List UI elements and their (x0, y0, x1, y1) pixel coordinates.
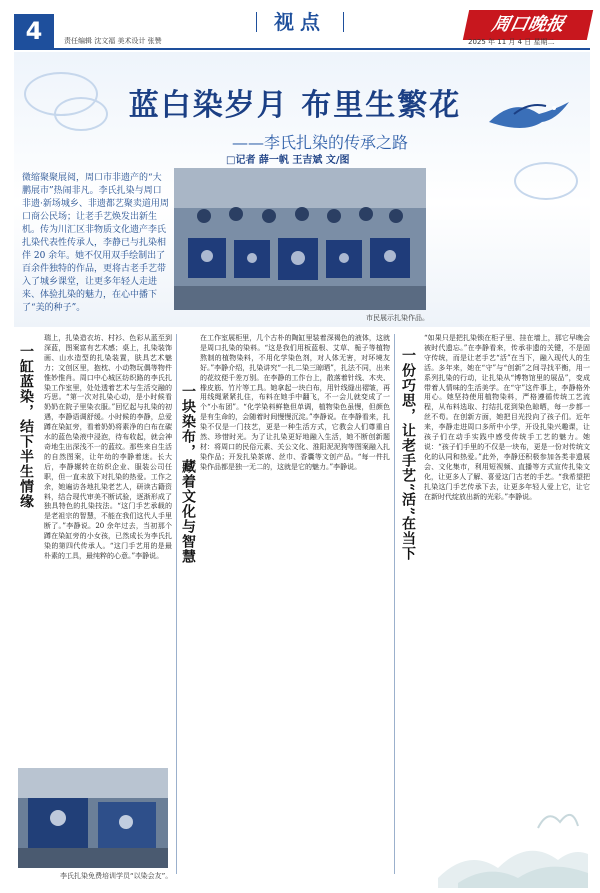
newspaper-logo: 周口晚报 (463, 10, 593, 40)
header-rule (14, 48, 590, 50)
page-number: 4 (14, 14, 54, 48)
column-title: 一块染布，藏着文化与智慧 (180, 384, 196, 564)
magpie-illustration (484, 92, 574, 142)
column-divider (176, 334, 177, 874)
byline: □记者 薛一帆 王吉斌 文/图 (226, 155, 350, 166)
photo-caption: 市民展示扎染作品。 (366, 314, 429, 322)
group-photo (174, 168, 426, 310)
section-title: 视点 (248, 8, 352, 36)
page-header (0, 0, 600, 56)
column-body: “如果只是把扎染锁在柜子里、挂在墙上，那它早晚会被时代遗忘。”在李静看来，传承非遗的关键，不是固守传统，而是让老手艺“活”在当下，融入现代人的生活。多年来，她在“守”与“创新”之间寻找平衡，用一系列扎染的行动，让扎染从“博物馆里的展品”，变成带着人情味的生活美学。在“守”这件事上，李静格外用心。她坚持使用植物染料，严格遵循传统工艺流程，从布料选取、打结扎花到染色晾晒，每一步都一丝不苟。在创新方面，她把目光投向了孩子们。近年来，李静走进周口多所中小学，开设扎染兴趣课，让孩子们在动手实践中感受传统手工艺的魅力。她说：“孩子们手里的不仅是一块布，更是一份对传统文化的认同和热爱。”此外，李静还积极参加各类非遗展会、文化集市，利用短视频、直播等方式宣传扎染文化，让更多人了解、喜爱这门古老的手艺。“我希望把扎染这门手艺传承下去，让更多年轻人爱上它，让它在新时代绽放出新的光彩。”李静说。 (424, 334, 590, 501)
headline: 蓝白染岁月 布里生繁花 (128, 88, 462, 123)
column-title: 一缸蓝染，结下半生情缘 (18, 344, 34, 509)
subheadline: ——李氏扎染的传承之路 (232, 133, 409, 152)
cloud-decoration (514, 162, 578, 200)
photo-caption: 李氏扎染免费培训学员“以染会友”。 (60, 872, 173, 880)
intro-text: 微缩聚聚展阅，周口市非遗产的“大鹏展市”热闹非凡。李氏扎染与周口非遗·新场城乡、非遗都艺聚卖道用周口商公民场；让老手艺焕发出新生机。传为川汇区非物质文化遗产李氏扎染代表性传承人，李静已与扎染相伴 20 余年。她不仅用双手绘制出了百余件独特的作品，更将古老手艺带入了城乡课堂，让更多年轻人走进来、体验扎染的魅力，在心中播下了“美的种子”。 (22, 173, 169, 313)
issue-date: 2025 年 11 月 4 日 星期二 (468, 38, 555, 46)
column-title: 一份巧思，让老手艺“活”在当下 (400, 348, 416, 562)
column-body: 在工作室展柜里，几个古朴的陶缸里装着深褐色的液体，这就是周口扎染的染料。“这是我们用板蓝根、艾草、栀子等植物熬制的植物染料，不用化学染色剂，对人体无害，对环境友好。”李静介绍，扎染讲究“一扎二染三晾晒”，扎法不同，出来的花纹便千差万别。在李静的工作台上，散落着针线、木夹、橡皮筋、竹片等工具。她拿起一块白布，用针线缝出褶皱，再用线绳紧紧扎住，布料在她手中翻飞，不一会儿就变成了一个“小布团”。“化学染料鲜艳但单调，植物染色虽慢，但颜色是有生命的，会随着时间慢慢沉淀。”李静说。在李静看来，扎染不仅是一门技艺，更是一种生活方式，它教会人们尊重自然、珍惜时光。为了让扎染更好地融入生活，她不断创新题材：将周口的民俗元素、关公文化、淮阳泥泥狗等图案融入扎染作品；开发扎染茶席、丝巾、香囊等文创产品。“每一件扎染作品都是独一无二的，这就是它的魅力。”李静说。 (200, 334, 390, 471)
cloud-decoration (54, 97, 108, 131)
training-photo (18, 768, 168, 868)
landscape-decoration (438, 788, 588, 888)
column-divider (394, 334, 395, 874)
column-body: 瑞上，扎染造衣坊、村衫、色彩从蓝至到深蓝，图案富有艺术感；桌上，扎染装饰画、山水造型的扎染装置，肤具艺术魅力；文创区里，抱枕、小动物玩偶等物件惟妙惟肖。周口中心城区纺织路的李氏扎染工作室里，处处透着艺术与生活交融的巧思。“第一次对扎染心动，是小时候看奶奶在院子里染衣服。”回忆起与扎染的初遇，李静语调舒缓。小时候的李静，总爱蹲在染缸旁，看着奶奶将素净的白布在碳水的蓝色染液中浸泡，待布收起，就会神奇地生出深浅不一的蓝纹。那些来自生活的自然图案，让年幼的李静着迷。长大后，李静辗转在纺织企业、服装公司任职，但一直未放下对扎染的热爱。工作之余，她遍访各地扎染老艺人，研读古籍资料，结合现代审美不断试验，逐渐形成了独具特色的扎染技法。“这门手艺承载的是老祖宗的智慧，不能在我们这代人手里断了。”李静说。20 余年过去，当初那个蹲在染缸旁的小女孩，已然成长为李氏扎染的第四代传承人。“这门手艺用的是最朴素的工具，最纯粹的心意。”李静说。 (44, 334, 172, 560)
editor-credits: 责任编辑 沈文福 美术设计 张赞 (64, 37, 162, 45)
